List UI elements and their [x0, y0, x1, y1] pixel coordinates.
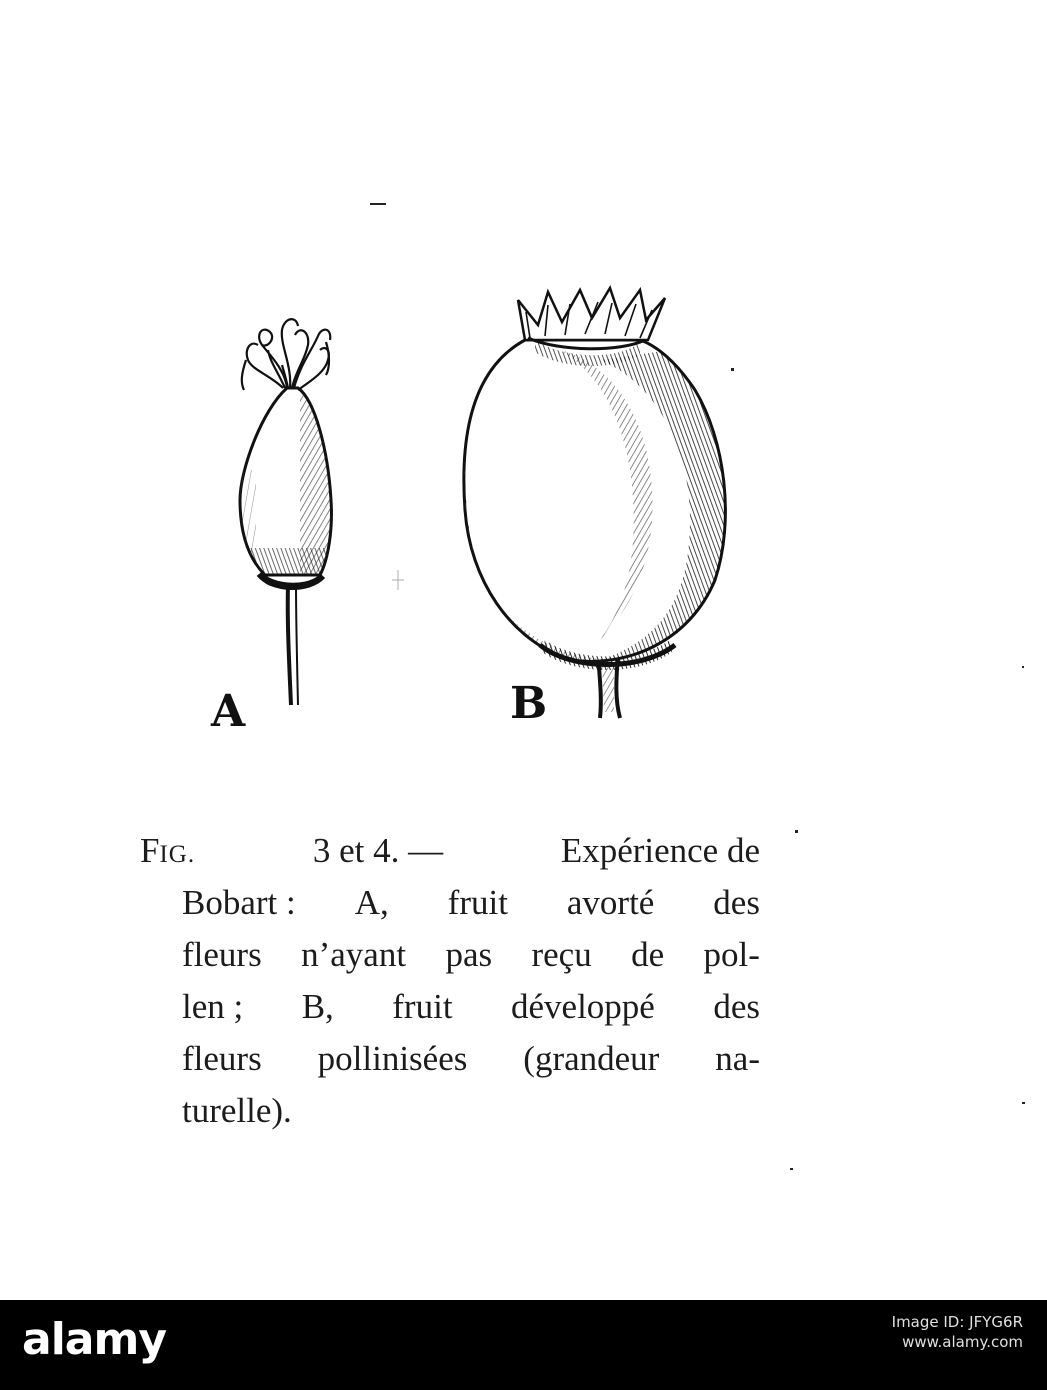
caption-word: de [631, 935, 665, 974]
caption-line-2 [140, 877, 760, 929]
figure-label-b: B [510, 678, 548, 729]
scan-mark [392, 570, 404, 590]
caption-word: des [713, 987, 760, 1026]
fruit-b [455, 288, 740, 718]
fruit-a [236, 319, 340, 705]
image-id-block [892, 1312, 1023, 1352]
caption-line-1-end: Expérience de [560, 831, 760, 870]
caption-fig-number: 3 et 4. — [312, 831, 444, 870]
alamy-logo: alamy [22, 1314, 166, 1365]
caption-word: fruit [392, 987, 453, 1026]
caption-word: B, [301, 987, 334, 1026]
caption-word: reçu [531, 935, 592, 974]
caption-word: pol- [703, 935, 760, 974]
caption-line-4 [140, 981, 760, 1033]
caption-word: fleurs [182, 935, 262, 974]
caption-word: avorté [566, 883, 655, 922]
caption-line-6: turelle). [182, 1091, 292, 1130]
caption-word: A, [354, 883, 389, 922]
caption-word: len ; [182, 987, 244, 1026]
caption-word: Bobart : [182, 883, 296, 922]
caption-line-1 [140, 825, 760, 877]
caption-line-5 [140, 1033, 760, 1085]
caption-line-3 [140, 929, 760, 981]
figure-label-a: A [211, 686, 246, 737]
caption-fig-prefix: FIG. [140, 831, 196, 870]
caption-word: développé [511, 987, 655, 1026]
caption-word: fruit [447, 883, 508, 922]
stock-footer-bar [0, 1300, 1047, 1390]
caption-word: pollinisées [317, 1039, 468, 1078]
caption-word: (grandeur [523, 1039, 660, 1078]
caption-word: pas [445, 935, 493, 974]
caption-word: na- [715, 1039, 760, 1078]
caption-word: n’ayant [301, 935, 407, 974]
caption-word: des [713, 883, 760, 922]
figure-caption [140, 825, 760, 1137]
caption-word: fleurs [182, 1039, 262, 1078]
site-url: www.alamy.com [902, 1333, 1023, 1351]
image-id: Image ID: JFYG6R [891, 1313, 1023, 1331]
